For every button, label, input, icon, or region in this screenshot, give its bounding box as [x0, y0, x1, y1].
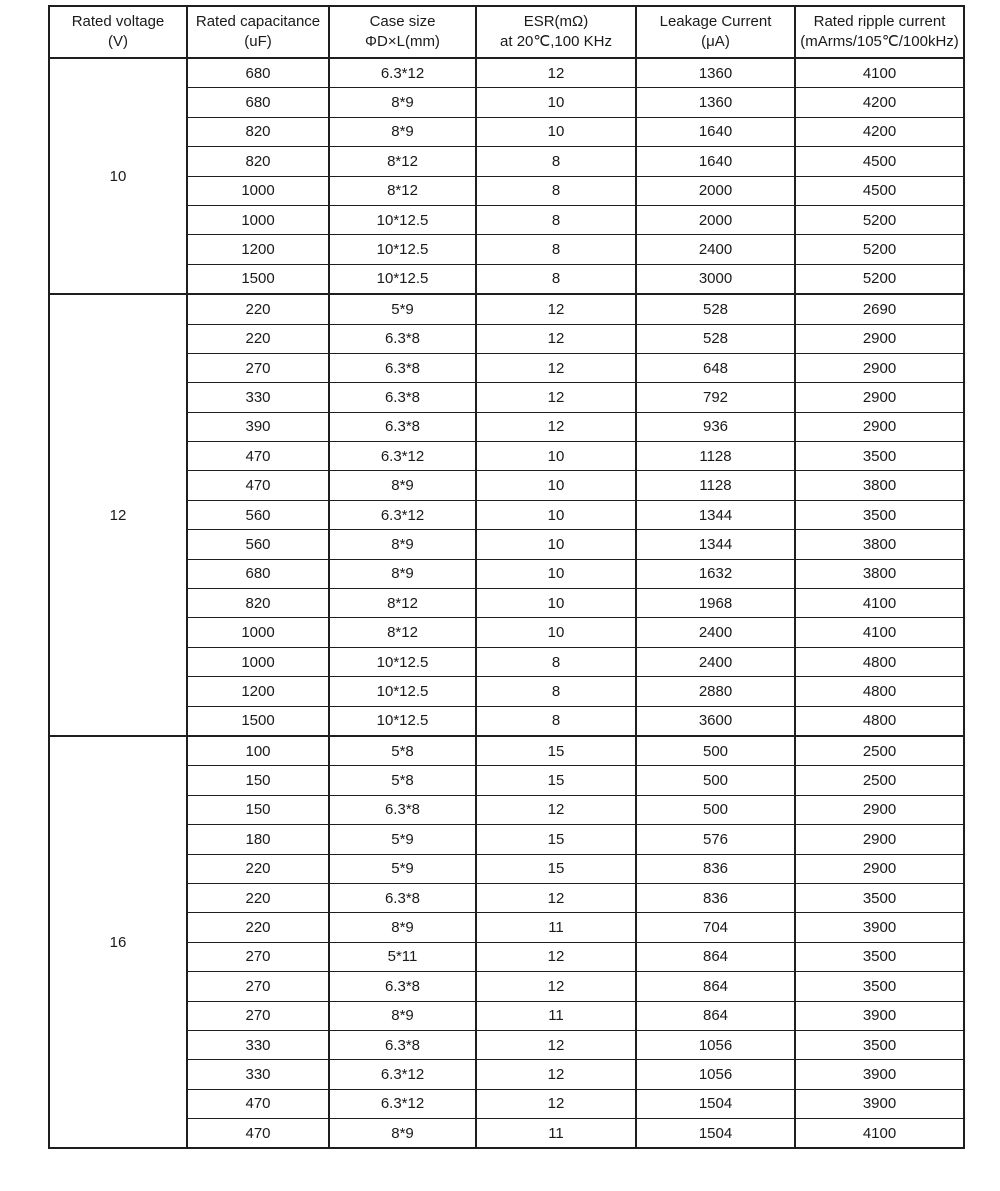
ripple-current-cell: 2900 [795, 324, 964, 353]
case-size-cell: 8*9 [329, 117, 476, 146]
case-size-cell: 6.3*8 [329, 412, 476, 441]
table-row [49, 1030, 964, 1059]
table-row [49, 854, 964, 883]
leakage-current-cell: 1968 [636, 589, 795, 618]
ripple-current-cell: 5200 [795, 264, 964, 294]
table-row [49, 559, 964, 588]
table-row [49, 383, 964, 412]
header-case-size [329, 6, 476, 58]
leakage-current-cell: 1128 [636, 442, 795, 471]
capacitance-cell: 150 [187, 766, 329, 795]
ripple-current-cell: 2900 [795, 825, 964, 854]
case-size-cell: 5*8 [329, 736, 476, 766]
capacitance-cell: 560 [187, 530, 329, 559]
ripple-current-cell: 5200 [795, 205, 964, 234]
header-line: Rated voltage [71, 12, 165, 30]
leakage-current-cell: 1640 [636, 147, 795, 176]
leakage-current-cell: 1056 [636, 1060, 795, 1089]
esr-cell: 8 [476, 235, 636, 264]
esr-cell: 10 [476, 471, 636, 500]
header-ripple-current [795, 6, 964, 58]
leakage-current-cell: 1504 [636, 1089, 795, 1118]
case-size-cell: 6.3*8 [329, 883, 476, 912]
case-size-cell: 8*12 [329, 147, 476, 176]
leakage-current-cell: 648 [636, 353, 795, 382]
ripple-current-cell: 5200 [795, 235, 964, 264]
esr-cell: 10 [476, 589, 636, 618]
case-size-cell: 5*8 [329, 766, 476, 795]
leakage-current-cell: 576 [636, 825, 795, 854]
table-row [49, 530, 964, 559]
capacitance-cell: 680 [187, 559, 329, 588]
ripple-current-cell: 3900 [795, 1001, 964, 1030]
table-row [49, 235, 964, 264]
header-line: Rated ripple current [813, 12, 946, 30]
table-row [49, 1001, 964, 1030]
capacitance-cell: 270 [187, 972, 329, 1001]
esr-cell: 12 [476, 1060, 636, 1089]
case-size-cell: 10*12.5 [329, 264, 476, 294]
table-row [49, 736, 964, 766]
ripple-current-cell: 4100 [795, 58, 964, 88]
ripple-current-cell: 4500 [795, 147, 964, 176]
capacitance-cell: 470 [187, 442, 329, 471]
leakage-current-cell: 792 [636, 383, 795, 412]
esr-cell: 12 [476, 972, 636, 1001]
voltage-group-cell: 16 [49, 736, 187, 1148]
ripple-current-cell: 3900 [795, 1060, 964, 1089]
case-size-cell: 10*12.5 [329, 677, 476, 706]
leakage-current-cell: 528 [636, 324, 795, 353]
table-row [49, 412, 964, 441]
case-size-cell: 8*9 [329, 1119, 476, 1149]
leakage-current-cell: 2000 [636, 176, 795, 205]
table-row [49, 88, 964, 117]
esr-cell: 12 [476, 294, 636, 324]
table-row [49, 647, 964, 676]
leakage-current-cell: 2400 [636, 235, 795, 264]
case-size-cell: 6.3*8 [329, 353, 476, 382]
case-size-cell: 8*9 [329, 530, 476, 559]
capacitance-cell: 270 [187, 942, 329, 971]
esr-cell: 8 [476, 706, 636, 736]
esr-cell: 8 [476, 264, 636, 294]
header-esr [476, 6, 636, 58]
table-row [49, 883, 964, 912]
leakage-current-cell: 500 [636, 795, 795, 824]
esr-cell: 12 [476, 383, 636, 412]
table-row [49, 766, 964, 795]
header-line: Leakage Current [659, 12, 772, 30]
table-row [49, 353, 964, 382]
leakage-current-cell: 704 [636, 913, 795, 942]
capacitance-cell: 330 [187, 1060, 329, 1089]
esr-cell: 10 [476, 500, 636, 529]
ripple-current-cell: 3800 [795, 530, 964, 559]
capacitance-cell: 270 [187, 1001, 329, 1030]
capacitance-cell: 220 [187, 294, 329, 324]
case-size-cell: 10*12.5 [329, 647, 476, 676]
header-line: ΦD×L(mm) [365, 33, 440, 50]
ripple-current-cell: 4100 [795, 589, 964, 618]
ripple-current-cell: 3500 [795, 1030, 964, 1059]
table-row [49, 1089, 964, 1118]
capacitance-cell: 220 [187, 913, 329, 942]
esr-cell: 15 [476, 736, 636, 766]
capacitance-cell: 470 [187, 471, 329, 500]
esr-cell: 10 [476, 88, 636, 117]
table-row [49, 176, 964, 205]
esr-cell: 8 [476, 176, 636, 205]
capacitance-cell: 150 [187, 795, 329, 824]
table-row [49, 264, 964, 294]
ripple-current-cell: 4200 [795, 88, 964, 117]
header-rated-voltage [49, 6, 187, 58]
table-row [49, 913, 964, 942]
leakage-current-cell: 864 [636, 972, 795, 1001]
case-size-cell: 8*9 [329, 88, 476, 117]
table-row [49, 442, 964, 471]
capacitance-cell: 680 [187, 88, 329, 117]
case-size-cell: 8*12 [329, 589, 476, 618]
esr-cell: 15 [476, 766, 636, 795]
case-size-cell: 10*12.5 [329, 235, 476, 264]
case-size-cell: 6.3*8 [329, 795, 476, 824]
esr-cell: 8 [476, 677, 636, 706]
leakage-current-cell: 936 [636, 412, 795, 441]
capacitance-cell: 390 [187, 412, 329, 441]
leakage-current-cell: 836 [636, 854, 795, 883]
esr-cell: 15 [476, 854, 636, 883]
ripple-current-cell: 3800 [795, 471, 964, 500]
capacitance-cell: 180 [187, 825, 329, 854]
capacitance-cell: 820 [187, 147, 329, 176]
capacitance-cell: 1500 [187, 706, 329, 736]
case-size-cell: 6.3*8 [329, 1030, 476, 1059]
leakage-current-cell: 1344 [636, 500, 795, 529]
esr-cell: 10 [476, 618, 636, 647]
ripple-current-cell: 4500 [795, 176, 964, 205]
table-row [49, 589, 964, 618]
esr-cell: 8 [476, 647, 636, 676]
ripple-current-cell: 4200 [795, 117, 964, 146]
capacitance-cell: 100 [187, 736, 329, 766]
esr-cell: 12 [476, 795, 636, 824]
table-row [49, 500, 964, 529]
table-row [49, 294, 964, 324]
leakage-current-cell: 864 [636, 942, 795, 971]
capacitance-cell: 1000 [187, 205, 329, 234]
leakage-current-cell: 1360 [636, 58, 795, 88]
ripple-current-cell: 3500 [795, 942, 964, 971]
leakage-current-cell: 500 [636, 766, 795, 795]
table-row [49, 117, 964, 146]
table-row [49, 972, 964, 1001]
capacitance-cell: 560 [187, 500, 329, 529]
case-size-cell: 6.3*8 [329, 324, 476, 353]
capacitance-cell: 1000 [187, 176, 329, 205]
table-row [49, 825, 964, 854]
ripple-current-cell: 2900 [795, 353, 964, 382]
capacitance-cell: 1000 [187, 618, 329, 647]
esr-cell: 12 [476, 1030, 636, 1059]
esr-cell: 15 [476, 825, 636, 854]
table-row [49, 205, 964, 234]
leakage-current-cell: 1504 [636, 1119, 795, 1149]
ripple-current-cell: 4100 [795, 1119, 964, 1149]
capacitance-cell: 1200 [187, 677, 329, 706]
case-size-cell: 6.3*12 [329, 500, 476, 529]
capacitance-cell: 470 [187, 1119, 329, 1149]
esr-cell: 10 [476, 559, 636, 588]
esr-cell: 10 [476, 530, 636, 559]
header-line: ESR(mΩ) [523, 12, 589, 30]
case-size-cell: 6.3*12 [329, 1060, 476, 1089]
capacitance-cell: 330 [187, 383, 329, 412]
case-size-cell: 5*9 [329, 854, 476, 883]
capacitance-cell: 820 [187, 117, 329, 146]
header-line: (μA) [701, 33, 730, 50]
header-line: (mArms/105℃/100kHz) [800, 33, 959, 50]
ripple-current-cell: 2900 [795, 412, 964, 441]
capacitance-cell: 680 [187, 58, 329, 88]
ripple-current-cell: 3900 [795, 913, 964, 942]
leakage-current-cell: 1056 [636, 1030, 795, 1059]
capacitance-cell: 1200 [187, 235, 329, 264]
ripple-current-cell: 2500 [795, 736, 964, 766]
table-row [49, 147, 964, 176]
table-body [49, 58, 964, 1148]
header-line: (V) [108, 33, 128, 50]
capacitance-cell: 220 [187, 883, 329, 912]
leakage-current-cell: 1344 [636, 530, 795, 559]
esr-cell: 11 [476, 1001, 636, 1030]
leakage-current-cell: 2400 [636, 647, 795, 676]
capacitance-cell: 220 [187, 324, 329, 353]
ripple-current-cell: 2690 [795, 294, 964, 324]
capacitance-cell: 470 [187, 1089, 329, 1118]
ripple-current-cell: 3500 [795, 972, 964, 1001]
ripple-current-cell: 3500 [795, 500, 964, 529]
table-row [49, 942, 964, 971]
esr-cell: 11 [476, 913, 636, 942]
voltage-group-cell: 10 [49, 58, 187, 294]
header-line: at 20℃,100 KHz [500, 33, 612, 50]
leakage-current-cell: 2400 [636, 618, 795, 647]
voltage-group-cell: 12 [49, 294, 187, 736]
ripple-current-cell: 2900 [795, 795, 964, 824]
leakage-current-cell: 3000 [636, 264, 795, 294]
leakage-current-cell: 836 [636, 883, 795, 912]
case-size-cell: 6.3*8 [329, 972, 476, 1001]
table-row [49, 1119, 964, 1149]
leakage-current-cell: 2880 [636, 677, 795, 706]
table-row [49, 324, 964, 353]
leakage-current-cell: 1360 [636, 88, 795, 117]
table-row [49, 618, 964, 647]
case-size-cell: 5*9 [329, 825, 476, 854]
case-size-cell: 5*11 [329, 942, 476, 971]
header-rated-capacitance [187, 6, 329, 58]
table-row [49, 706, 964, 736]
case-size-cell: 8*9 [329, 559, 476, 588]
case-size-cell: 6.3*12 [329, 1089, 476, 1118]
esr-cell: 12 [476, 58, 636, 88]
case-size-cell: 8*9 [329, 913, 476, 942]
leakage-current-cell: 3600 [636, 706, 795, 736]
ripple-current-cell: 4800 [795, 706, 964, 736]
ripple-current-cell: 2900 [795, 854, 964, 883]
case-size-cell: 5*9 [329, 294, 476, 324]
esr-cell: 8 [476, 147, 636, 176]
esr-cell: 12 [476, 1089, 636, 1118]
case-size-cell: 6.3*12 [329, 442, 476, 471]
table-row [49, 58, 964, 88]
ripple-current-cell: 4100 [795, 618, 964, 647]
case-size-cell: 10*12.5 [329, 706, 476, 736]
header-line: (uF) [244, 33, 272, 50]
capacitance-cell: 330 [187, 1030, 329, 1059]
header-leakage-current [636, 6, 795, 58]
case-size-cell: 8*12 [329, 176, 476, 205]
esr-cell: 10 [476, 117, 636, 146]
esr-cell: 10 [476, 442, 636, 471]
table-row [49, 471, 964, 500]
ripple-current-cell: 3500 [795, 883, 964, 912]
ripple-current-cell: 3800 [795, 559, 964, 588]
ripple-current-cell: 2500 [795, 766, 964, 795]
ripple-current-cell: 3900 [795, 1089, 964, 1118]
header-line: Rated capacitance [195, 12, 321, 30]
capacitance-cell: 1000 [187, 647, 329, 676]
esr-cell: 12 [476, 942, 636, 971]
capacitance-cell: 270 [187, 353, 329, 382]
case-size-cell: 6.3*12 [329, 58, 476, 88]
leakage-current-cell: 2000 [636, 205, 795, 234]
ripple-current-cell: 4800 [795, 677, 964, 706]
header-line: Case size [369, 12, 436, 30]
ripple-current-cell: 4800 [795, 647, 964, 676]
leakage-current-cell: 1640 [636, 117, 795, 146]
case-size-cell: 8*12 [329, 618, 476, 647]
table-row [49, 795, 964, 824]
table-row [49, 677, 964, 706]
esr-cell: 8 [476, 205, 636, 234]
case-size-cell: 8*9 [329, 471, 476, 500]
ripple-current-cell: 2900 [795, 383, 964, 412]
leakage-current-cell: 528 [636, 294, 795, 324]
capacitance-cell: 820 [187, 589, 329, 618]
spec-table [48, 5, 965, 1149]
capacitance-cell: 220 [187, 854, 329, 883]
esr-cell: 12 [476, 883, 636, 912]
esr-cell: 12 [476, 412, 636, 441]
case-size-cell: 10*12.5 [329, 205, 476, 234]
case-size-cell: 8*9 [329, 1001, 476, 1030]
table-row [49, 1060, 964, 1089]
leakage-current-cell: 500 [636, 736, 795, 766]
leakage-current-cell: 1128 [636, 471, 795, 500]
ripple-current-cell: 3500 [795, 442, 964, 471]
esr-cell: 11 [476, 1119, 636, 1149]
esr-cell: 12 [476, 353, 636, 382]
leakage-current-cell: 864 [636, 1001, 795, 1030]
esr-cell: 12 [476, 324, 636, 353]
case-size-cell: 6.3*8 [329, 383, 476, 412]
capacitance-cell: 1500 [187, 264, 329, 294]
leakage-current-cell: 1632 [636, 559, 795, 588]
table-header-row [49, 6, 964, 58]
